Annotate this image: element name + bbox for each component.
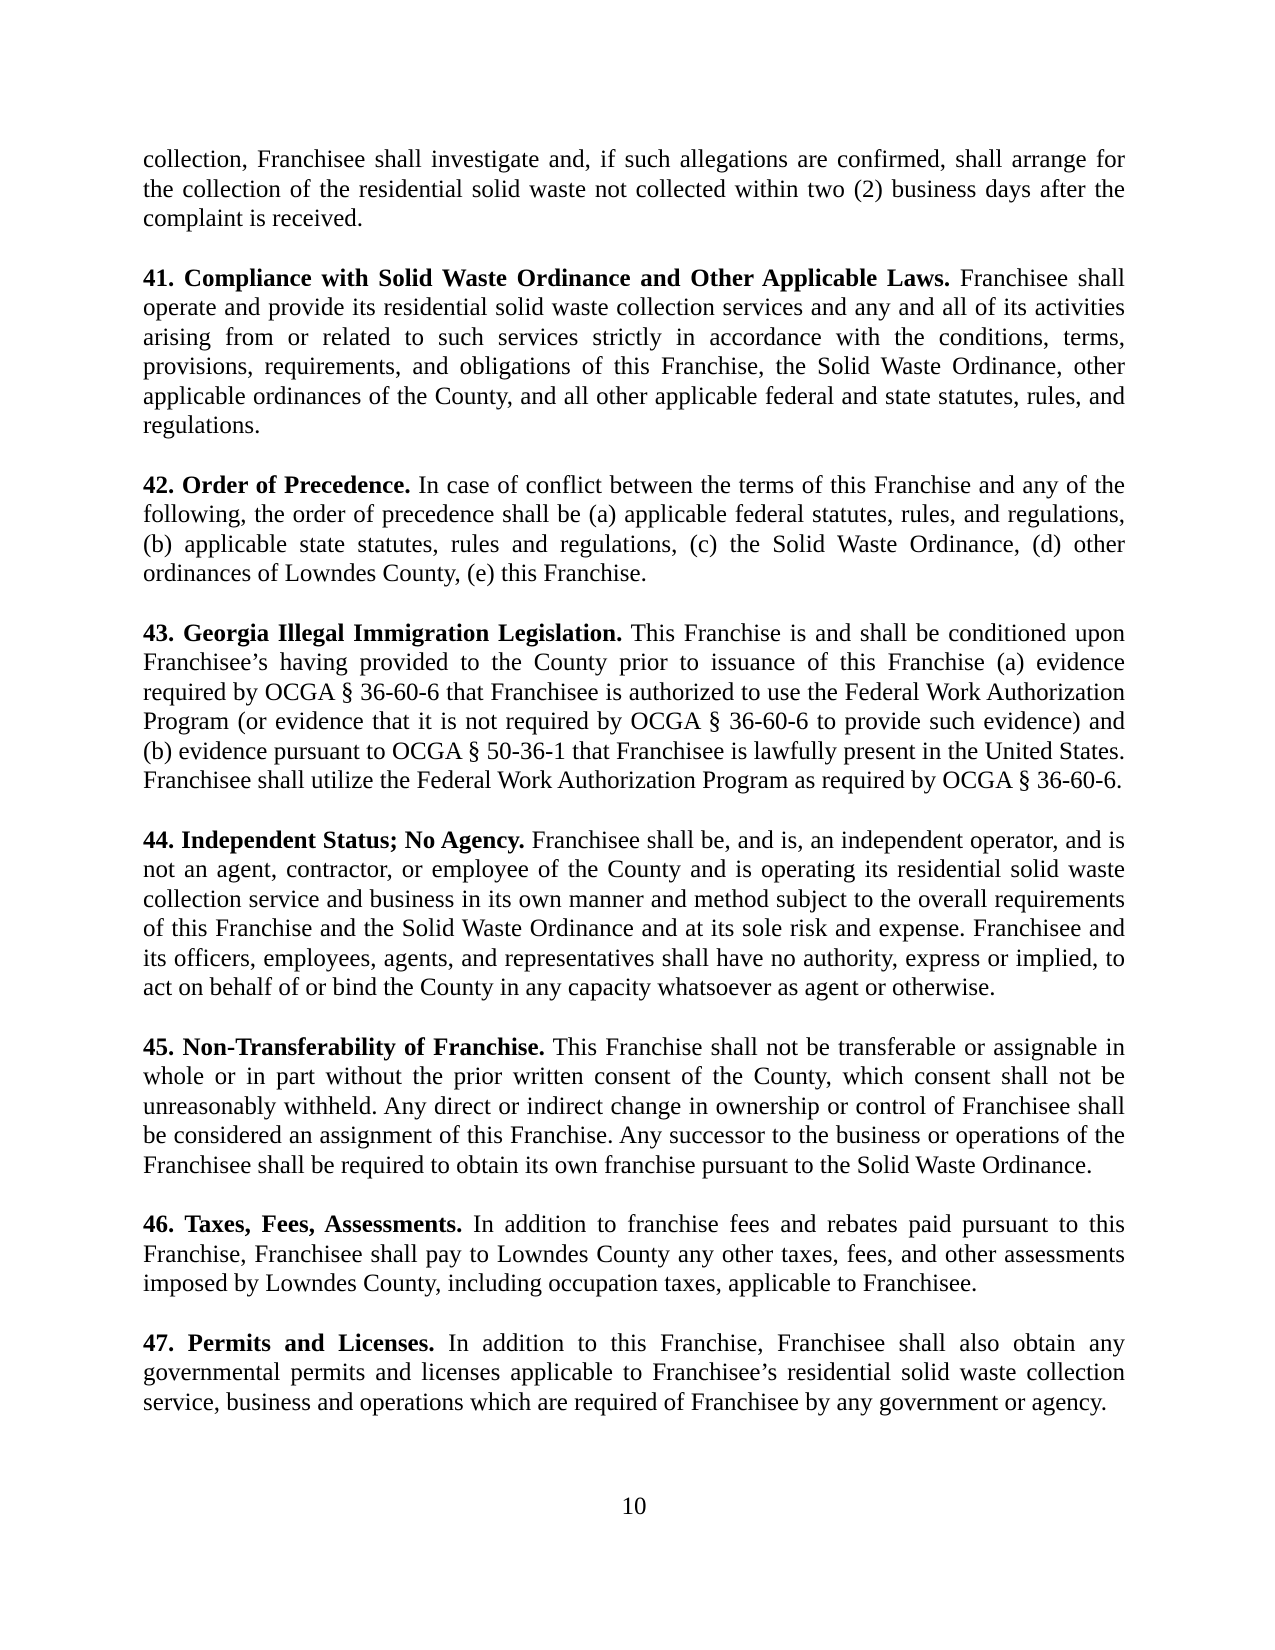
paragraph-text: collection, Franchisee shall investigate and, if such allegations are confirmed, shall arrange for the collection of the residential solid waste not collected within two (2) business days after the complaint is received.	[143, 146, 1125, 232]
section-45-non-transferability	[143, 1033, 1125, 1181]
paragraph-continuation	[143, 145, 1125, 234]
paragraph-text: This Franchise is and shall be conditioned upon Franchisee’s having provided to the County prior to issuance of this Franchise (a) evidence required by OCGA § 36-60-6 that Franchisee is authorized to use the Federal Work Authorization Program (or evidence that it is not required by OCGA § 36-60-6 to provide such evidence) and (b) evidence pursuant to OCGA § 50-36-1 that Franchisee is lawfully present in the United States. Franchisee shall utilize the Federal Work Authorization Program as required by OCGA § 36-60-6.	[143, 619, 1125, 794]
paragraph-text: Franchisee shall operate and provide its residential solid waste collection services and any and all of its activities arising from or related to such services strictly in accordance with the conditions, terms, provisions, requirements, and obligations of this Franchise, the Solid Waste Ordinance, other applicable ordinances of the County, and all other applicable federal and state statutes, rules, and regulations.	[143, 264, 1125, 439]
page-number: 10	[621, 1493, 647, 1520]
section-heading: 44. Independent Status; No Agency.	[143, 826, 525, 854]
section-43-georgia-illegal-immigration	[143, 619, 1125, 796]
paragraph-text: Franchisee shall be, and is, an independent operator, and is not an agent, contractor, or employee of the County and is operating its residential solid waste collection service and business in its own manner and method subject to the overall requirements of this Franchise and the Solid Waste Ordinance and at its sole risk and expense. Franchisee and its officers, employees, agents, and representatives shall have no authority, express or implied, to act on behalf of or bind the County in any capacity whatsoever as agent or otherwise.	[143, 826, 1126, 1001]
section-heading: 43. Georgia Illegal Immigration Legislation.	[143, 619, 623, 647]
section-46-taxes-fees-assessments	[143, 1210, 1125, 1299]
paragraph-text: In addition to franchise fees and rebates paid pursuant to this Franchise, Franchisee shall pay to Lowndes County any other taxes, fees, and other assessments imposed by Lowndes County, including occupation taxes, applicable to Franchisee.	[143, 1211, 1126, 1297]
section-47-permits-and-licenses	[143, 1329, 1125, 1418]
section-42-order-of-precedence	[143, 471, 1125, 589]
section-heading: 42. Order of Precedence.	[143, 471, 411, 499]
section-heading: 47. Permits and Licenses.	[143, 1329, 435, 1357]
section-heading: 45. Non-Transferability of Franchise.	[143, 1033, 545, 1061]
section-41-compliance	[143, 264, 1125, 441]
paragraph-text: In case of conflict between the terms of this Franchise and any of the following, the order of precedence shall be (a) applicable federal statutes, rules, and regulations, (b) applicable state statutes, rules and regulations, (c) the Solid Waste Ordinance, (d) other ordinances of Lowndes County, (e) this Franchise.	[143, 471, 1125, 587]
paragraph-text: In addition to this Franchise, Franchisee shall also obtain any governmental permits and licenses applicable to Franchisee’s residential solid waste collection service, business and operations which are required of Franchisee by any government or agency.	[143, 1329, 1125, 1416]
section-heading: 41. Compliance with Solid Waste Ordinance and Other Applicable Laws.	[143, 264, 951, 292]
section-44-independent-status	[143, 826, 1125, 1003]
section-heading: 46. Taxes, Fees, Assessments.	[143, 1211, 463, 1238]
paragraph-text: This Franchise shall not be transferable or assignable in whole or in part without the prior written consent of the County, which consent shall not be unreasonably withheld. Any direct or indirect change in ownership or control of Franchisee shall be considered an assignment of this Franchise. Any successor to the business or operations of the Franchisee shall be required to obtain its own franchise pursuant to the Solid Waste Ordinance.	[143, 1033, 1125, 1179]
